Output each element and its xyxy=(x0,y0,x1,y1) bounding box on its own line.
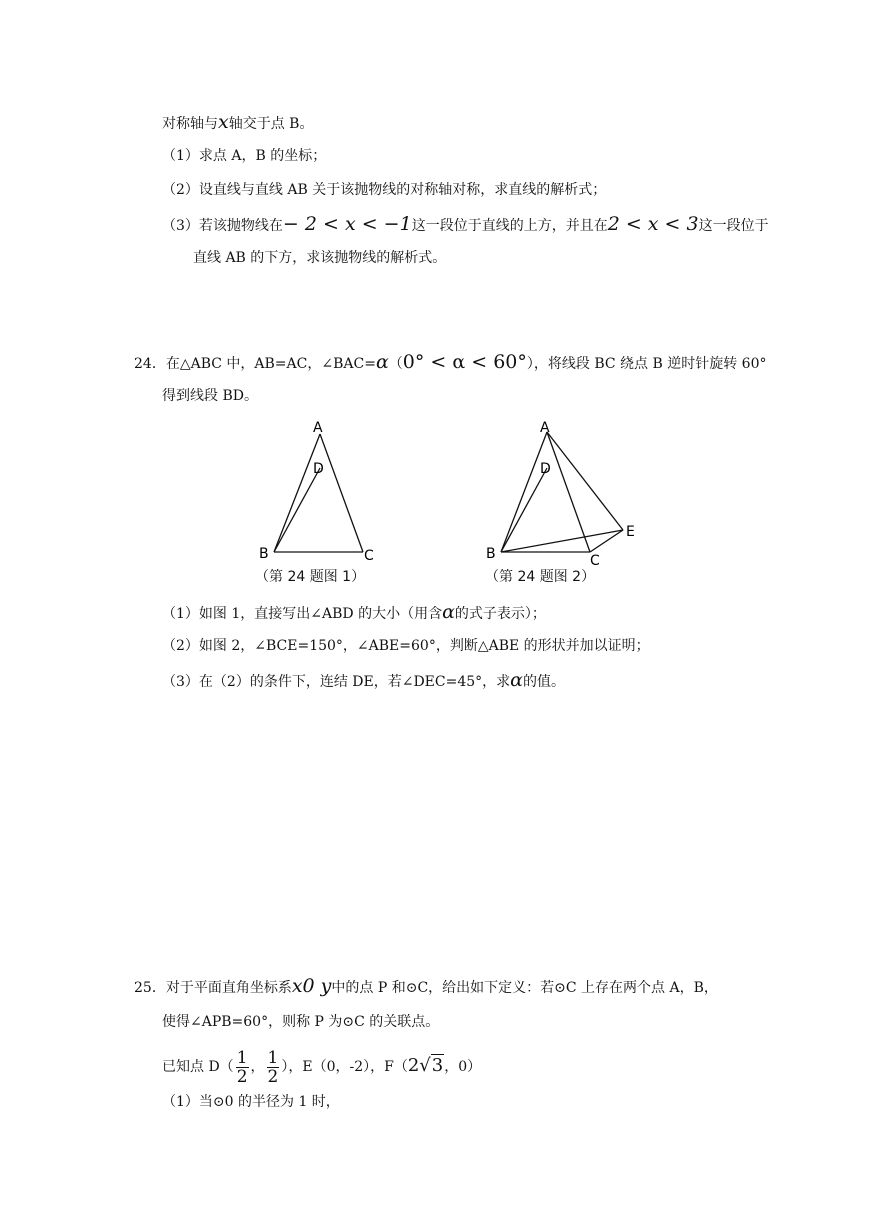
fig2-label-a: A xyxy=(540,420,550,436)
q24-alpha: α xyxy=(375,351,389,373)
q23-part3-continued: 直线 AB 的下方，求该抛物线的解析式。 xyxy=(193,250,447,266)
q23-intro-text-b: 轴交于点 B。 xyxy=(228,116,314,132)
q25-known-text-c: ，0） xyxy=(444,1059,482,1075)
q24-stem-text-a: 24．在△ABC 中，AB=AC，∠BAC= xyxy=(134,356,376,372)
fig1-label-b: B xyxy=(259,546,269,562)
q23-part3-text-c: 这一段位于 xyxy=(698,218,769,234)
fig2-segment-bd xyxy=(501,468,547,552)
q25-f-coef: 2 xyxy=(407,1055,420,1076)
q23-part2: （2）设直线与直线 AB 关于该抛物线的对称轴对称，求直线的解析式； xyxy=(162,182,607,198)
q25-frac-num-1: 1 xyxy=(236,1047,248,1068)
fig2-segment-be xyxy=(501,530,623,552)
q25-f-radicand: 3 xyxy=(431,1055,444,1076)
q25-known-text-a: 已知点 D（ xyxy=(162,1059,234,1075)
q25-fraction-half-y xyxy=(267,1049,280,1086)
q25-comma: ， xyxy=(250,1059,265,1075)
q24-part2: （2）如图 2，∠BCE=150°，∠ABE=60°，判断△ABE 的形状并加以证明； xyxy=(162,638,650,654)
q25-xoy: x0 y xyxy=(291,975,332,997)
fig2-segment-ae xyxy=(547,432,623,530)
q25-known-text-b: ），E（0，-2），F（ xyxy=(281,1059,408,1075)
q24-stem-text-c: ），将线段 BC 绕点 B 逆时针旋转 60° xyxy=(526,356,767,372)
q24-part3 xyxy=(162,670,565,692)
q24-part1-alpha: α xyxy=(442,601,455,623)
q23-part3-text-a: （3）若该抛物线在 xyxy=(162,218,283,234)
q24-figure-1 xyxy=(250,418,390,588)
q25-stem-text-b: 中的点 P 和⊙C，给出如下定义：若⊙C 上存在两个点 A，B， xyxy=(331,980,718,996)
q25-frac-num-2: 1 xyxy=(267,1047,279,1068)
q25-fraction-half-x xyxy=(236,1049,249,1086)
q25-known-points xyxy=(162,1046,481,1087)
q24-stem-continued: 得到线段 BD。 xyxy=(162,388,258,404)
q25-stem-continued: 使得∠APB=60°，则称 P 为⊙C 的关联点。 xyxy=(162,1014,440,1030)
q24-part3-alpha: α xyxy=(510,669,523,691)
fig2-segment-ac xyxy=(547,432,590,552)
q25-stem xyxy=(134,976,718,998)
q23-intro xyxy=(162,112,313,134)
fig2-label-e: E xyxy=(626,524,635,540)
fig2-label-d: D xyxy=(540,461,551,477)
q24-part1-text-a: （1）如图 1，直接写出∠ABD 的大小（用含 xyxy=(162,606,443,622)
q24-figure-2-caption: （第 24 题图 2） xyxy=(485,569,596,585)
q24-figure-2 xyxy=(480,418,650,588)
q24-part3-text-a: （3）在（2）的条件下，连结 DE，若∠DEC=45°，求 xyxy=(162,674,511,690)
fig2-label-c: C xyxy=(590,553,600,569)
fig1-segment-ac xyxy=(320,434,363,552)
fig1-segment-ab xyxy=(274,434,320,552)
fig1-label-c: C xyxy=(364,548,374,564)
fig2-segment-ab xyxy=(501,432,547,552)
q23-intro-text-a: 对称轴与 xyxy=(162,116,218,132)
q25-frac-den-1: 2 xyxy=(236,1066,248,1087)
q23-part3-text-b: 这一段位于直线的上方，并且在 xyxy=(411,218,608,234)
q23-intro-var: x xyxy=(218,111,229,133)
q25-part1: （1）当⊙0 的半径为 1 时， xyxy=(162,1094,340,1110)
fig1-label-d: D xyxy=(313,461,324,477)
q24-part1 xyxy=(162,602,546,624)
q25-stem-text-a: 25．对于平面直角坐标系 xyxy=(134,980,292,996)
q23-inequality-1: − 2 < x < −1 xyxy=(282,213,412,235)
q23-inequality-2: 2 < x < 3 xyxy=(607,213,699,235)
q23-part3 xyxy=(162,214,769,236)
q24-stem-text-b: （ xyxy=(388,356,403,372)
q24-range: 0° < α < 60° xyxy=(402,351,527,373)
fig1-label-a: A xyxy=(313,420,323,436)
q24-part3-text-b: 的值。 xyxy=(522,674,565,690)
q25-two-root-three: 2√3 xyxy=(407,1055,444,1076)
q24-figure-1-caption: （第 24 题图 1） xyxy=(255,569,366,585)
q24-stem xyxy=(134,352,767,374)
fig1-segment-bd xyxy=(274,468,320,552)
fig2-label-b: B xyxy=(486,546,496,562)
q25-frac-den-2: 2 xyxy=(267,1066,279,1087)
q24-part1-text-b: 的式子表示）； xyxy=(454,606,546,622)
q23-part1: （1）求点 A，B 的坐标； xyxy=(162,148,327,164)
